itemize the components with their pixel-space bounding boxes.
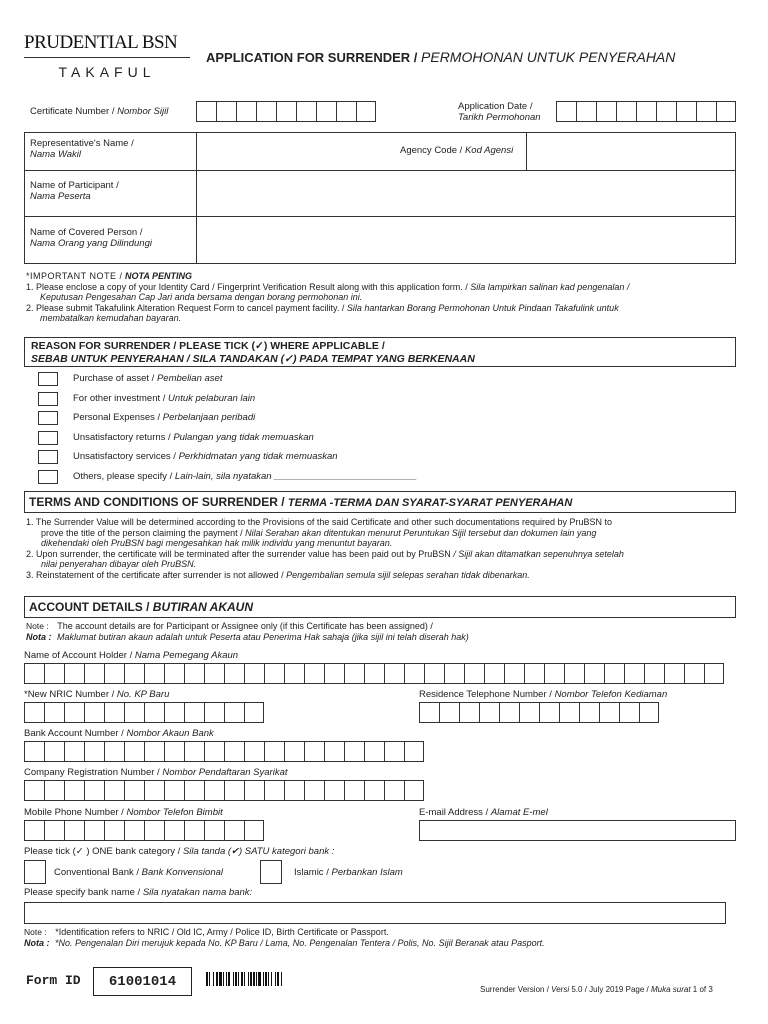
holder-cell[interactable] bbox=[164, 663, 184, 684]
cert-cell[interactable] bbox=[196, 101, 216, 122]
company-cell[interactable] bbox=[144, 780, 164, 801]
holder-cell[interactable] bbox=[384, 663, 404, 684]
nric-cell[interactable] bbox=[164, 702, 184, 723]
holder-cell[interactable] bbox=[504, 663, 524, 684]
cert-cell[interactable] bbox=[296, 101, 316, 122]
tel-cell[interactable] bbox=[599, 702, 619, 723]
footer-note: Note : *Identification refers to NRIC / Old IC, Army / Police ID, Birth Certificate or Passport. Nota : *No. Pengenalan Diri merujuk kepada No. KP Baru / Lama, No. Pengenalan Tentera / Polis, No. Sijil Beranak atau Pasport. bbox=[24, 927, 545, 948]
reason-checkbox[interactable] bbox=[38, 431, 58, 445]
holder-cell[interactable] bbox=[64, 663, 84, 684]
company-cell[interactable] bbox=[344, 780, 364, 801]
bank-cell[interactable] bbox=[324, 741, 344, 762]
nric-cell[interactable] bbox=[124, 702, 144, 723]
reason-checkbox[interactable] bbox=[38, 372, 58, 386]
form-id-label: Form ID bbox=[26, 973, 81, 988]
rep-name-field[interactable] bbox=[197, 133, 397, 170]
tel-cell[interactable] bbox=[499, 702, 519, 723]
nric-cell[interactable] bbox=[44, 702, 64, 723]
reason-label: Others, please specify / Lain-lain, sila nyatakan ___________________________ bbox=[73, 470, 417, 482]
cert-cell[interactable] bbox=[356, 101, 376, 122]
email-label: E-mail Address / Alamat E-mel bbox=[419, 807, 548, 818]
holder-cell[interactable] bbox=[344, 663, 364, 684]
date-cell[interactable] bbox=[676, 101, 696, 122]
mobile-cell[interactable] bbox=[184, 820, 204, 841]
reason-checkbox[interactable] bbox=[38, 470, 58, 484]
nric-cell[interactable] bbox=[64, 702, 84, 723]
cert-cell[interactable] bbox=[336, 101, 356, 122]
bank-cell[interactable] bbox=[144, 741, 164, 762]
bank-cell[interactable] bbox=[264, 741, 284, 762]
nric-cell[interactable] bbox=[84, 702, 104, 723]
nric-label: *New NRIC Number / No. KP Baru bbox=[24, 689, 170, 700]
bank-cell[interactable] bbox=[304, 741, 324, 762]
holder-name-boxes[interactable] bbox=[24, 663, 724, 684]
mobile-cell[interactable] bbox=[84, 820, 104, 841]
brand-logo bbox=[24, 32, 190, 80]
reason-header: REASON FOR SURRENDER / PLEASE TICK (✓) WHERE APPLICABLE / SEBAB UNTUK PENYERAHAN / SILA TANDAKAN (✓) PADA TEMPAT YANG BERKENAAN bbox=[24, 337, 736, 367]
date-cell[interactable] bbox=[556, 101, 576, 122]
agency-code-label: Agency Code / Kod Agensi bbox=[400, 145, 514, 156]
holder-label: Name of Account Holder / Nama Pemegang Akaun bbox=[24, 650, 239, 661]
holder-cell[interactable] bbox=[484, 663, 504, 684]
bank-name-field[interactable] bbox=[24, 902, 726, 924]
bank-cell[interactable] bbox=[44, 741, 64, 762]
form-id-box bbox=[93, 967, 192, 996]
cert-cell[interactable] bbox=[316, 101, 336, 122]
reason-label: Purchase of asset / Pembelian aset bbox=[73, 373, 223, 384]
holder-cell[interactable] bbox=[224, 663, 244, 684]
date-cell[interactable] bbox=[656, 101, 676, 122]
holder-cell[interactable] bbox=[404, 663, 424, 684]
company-cell[interactable] bbox=[204, 780, 224, 801]
holder-cell[interactable] bbox=[664, 663, 684, 684]
company-cell[interactable] bbox=[44, 780, 64, 801]
bank-name-label: Please specify bank name / Sila nyatakan nama bank: bbox=[24, 887, 253, 898]
agency-code-field[interactable] bbox=[527, 133, 735, 170]
tel-cell[interactable] bbox=[519, 702, 539, 723]
tel-cell[interactable] bbox=[539, 702, 559, 723]
appdate-label: Application Date / Tarikh Permohonan bbox=[458, 101, 541, 123]
bank-cell[interactable] bbox=[344, 741, 364, 762]
company-boxes[interactable] bbox=[24, 780, 424, 801]
account-note: Note : The account details are for Participant or Assignee only (if this Certificate has been assigned) / Nota : Maklumat butiran akaun adalah untuk Peserta atau Penerima Hak sahaja (jika sijil ini telah diserah hak) bbox=[26, 621, 469, 642]
company-cell[interactable] bbox=[364, 780, 384, 801]
holder-cell[interactable] bbox=[264, 663, 284, 684]
bank-cell[interactable] bbox=[364, 741, 384, 762]
bank-cell[interactable] bbox=[104, 741, 124, 762]
bank-cell[interactable] bbox=[24, 741, 44, 762]
mobile-cell[interactable] bbox=[244, 820, 264, 841]
company-cell[interactable] bbox=[124, 780, 144, 801]
covered-field[interactable] bbox=[197, 217, 735, 263]
bank-cell[interactable] bbox=[84, 741, 104, 762]
company-cell[interactable] bbox=[404, 780, 424, 801]
reason-label: Unsatisfactory returns / Pulangan yang tidak memuaskan bbox=[73, 431, 314, 443]
nric-cell[interactable] bbox=[244, 702, 264, 723]
date-cell[interactable] bbox=[716, 101, 736, 122]
holder-cell[interactable] bbox=[364, 663, 384, 684]
holder-cell[interactable] bbox=[44, 663, 64, 684]
cert-number-boxes[interactable] bbox=[196, 101, 376, 122]
mobile-boxes[interactable] bbox=[24, 820, 264, 841]
nric-cell[interactable] bbox=[224, 702, 244, 723]
reason-label: Unsatisfactory services / Perkhidmatan yang tidak memuaskan bbox=[73, 451, 338, 462]
nric-cell[interactable] bbox=[204, 702, 224, 723]
app-date-boxes[interactable] bbox=[556, 101, 736, 122]
important-note: *IMPORTANT NOTE / NOTA PENTING 1. Please enclose a copy of your Identity Card / Fingerprint Verification Result along with this application form. / Sila lampirkan salinan kad pengenalan / Keputusan Pengesahan Cap Jari anda bersama dengan borang permohonan ini. 2. Please submit Takafulink Alteration Request Form to cancel payment facility. / Sila hantarkan Borang Permohonan Untuk Pindaan Takafulink untuk membatalkan kemudahan bayaran. bbox=[26, 271, 630, 323]
email-field[interactable] bbox=[419, 820, 736, 841]
holder-cell[interactable] bbox=[704, 663, 724, 684]
participant-field[interactable] bbox=[197, 171, 735, 216]
holder-cell[interactable] bbox=[104, 663, 124, 684]
holder-cell[interactable] bbox=[304, 663, 324, 684]
holder-cell[interactable] bbox=[144, 663, 164, 684]
mobile-cell[interactable] bbox=[44, 820, 64, 841]
mobile-cell[interactable] bbox=[204, 820, 224, 841]
mobile-cell[interactable] bbox=[124, 820, 144, 841]
cert-label: Certificate Number / Nombor Sijil bbox=[30, 106, 169, 117]
company-cell[interactable] bbox=[264, 780, 284, 801]
participant-label: Name of Participant / Nama Peserta bbox=[30, 180, 119, 202]
mobile-cell[interactable] bbox=[144, 820, 164, 841]
holder-cell[interactable] bbox=[684, 663, 704, 684]
holder-cell[interactable] bbox=[524, 663, 544, 684]
reason-checkbox[interactable] bbox=[38, 392, 58, 406]
company-cell[interactable] bbox=[184, 780, 204, 801]
terms-text: 1. The Surrender Value will be determined according to the Provisions of the said Certificate and other such documentations required by PruBSN to prove the title of the person claiming the payment / Nilai Serahan akan ditentukan menurut Peruntukan Sijil tersebut dan dokumen lain yang dikehendaki oleh PruBSN bagi mengesahkan hak milik individu yang menuntut bayaran. 2. Upon surrender, the certificate will be terminated after the surrender value has been paid out by PruBSN / Sijil akan ditamatkan sepenuhnya setelah nilai penyerahan dibayar oleh PruBSN. 3. Reinstatement of the certificate after surrender is not allowed / Pengembalian semula sijil selepas serahan tidak dibenarkan. bbox=[26, 517, 624, 580]
date-cell[interactable] bbox=[596, 101, 616, 122]
holder-cell[interactable] bbox=[564, 663, 584, 684]
bank-cell[interactable] bbox=[224, 741, 244, 762]
islamic-label: Islamic / Perbankan Islam bbox=[294, 867, 403, 878]
bank-cell[interactable] bbox=[164, 741, 184, 762]
tel-cell[interactable] bbox=[419, 702, 439, 723]
tel-cell[interactable] bbox=[559, 702, 579, 723]
tel-cell[interactable] bbox=[459, 702, 479, 723]
tel-cell[interactable] bbox=[439, 702, 459, 723]
reason-checkbox[interactable] bbox=[38, 450, 58, 464]
bank-account-boxes[interactable] bbox=[24, 741, 424, 762]
company-cell[interactable] bbox=[384, 780, 404, 801]
mobile-cell[interactable] bbox=[64, 820, 84, 841]
holder-cell[interactable] bbox=[324, 663, 344, 684]
bank-cell[interactable] bbox=[204, 741, 224, 762]
bank-cell[interactable] bbox=[244, 741, 264, 762]
holder-cell[interactable] bbox=[444, 663, 464, 684]
tel-cell[interactable] bbox=[579, 702, 599, 723]
tel-cell[interactable] bbox=[479, 702, 499, 723]
reason-checkbox[interactable] bbox=[38, 411, 58, 425]
holder-cell[interactable] bbox=[604, 663, 624, 684]
barcode bbox=[206, 972, 324, 986]
company-cell[interactable] bbox=[104, 780, 124, 801]
company-cell[interactable] bbox=[24, 780, 44, 801]
company-cell[interactable] bbox=[324, 780, 344, 801]
company-label: Company Registration Number / Nombor Pendaftaran Syarikat bbox=[24, 767, 288, 778]
company-cell[interactable] bbox=[244, 780, 264, 801]
brand-name: PRUDENTIAL BSN bbox=[24, 32, 178, 53]
date-cell[interactable] bbox=[696, 101, 716, 122]
mobile-cell[interactable] bbox=[224, 820, 244, 841]
bankacc-label: Bank Account Number / Nombor Akaun Bank bbox=[24, 728, 214, 739]
holder-cell[interactable] bbox=[244, 663, 264, 684]
bank-cell[interactable] bbox=[124, 741, 144, 762]
holder-cell[interactable] bbox=[644, 663, 664, 684]
tel-boxes[interactable] bbox=[419, 702, 659, 723]
nric-cell[interactable] bbox=[144, 702, 164, 723]
holder-cell[interactable] bbox=[624, 663, 644, 684]
account-header: ACCOUNT DETAILS / BUTIRAN AKAUN bbox=[24, 596, 736, 618]
covered-label: Name of Covered Person / Nama Orang yang Dilindungi bbox=[30, 227, 152, 249]
terms-header: TERMS AND CONDITIONS OF SURRENDER / TERMA -TERMA DAN SYARAT-SYARAT PENYERAHAN bbox=[24, 491, 736, 513]
holder-cell[interactable] bbox=[84, 663, 104, 684]
date-cell[interactable] bbox=[576, 101, 596, 122]
nric-boxes[interactable] bbox=[24, 702, 264, 723]
company-cell[interactable] bbox=[224, 780, 244, 801]
nric-cell[interactable] bbox=[104, 702, 124, 723]
tel-label: Residence Telephone Number / Nombor Telefon Kediaman bbox=[419, 689, 668, 700]
holder-cell[interactable] bbox=[584, 663, 604, 684]
cert-cell[interactable] bbox=[236, 101, 256, 122]
mobile-cell[interactable] bbox=[164, 820, 184, 841]
bank-cell[interactable] bbox=[184, 741, 204, 762]
holder-cell[interactable] bbox=[124, 663, 144, 684]
tel-cell[interactable] bbox=[639, 702, 659, 723]
holder-cell[interactable] bbox=[544, 663, 564, 684]
company-cell[interactable] bbox=[304, 780, 324, 801]
cert-cell[interactable] bbox=[276, 101, 296, 122]
company-cell[interactable] bbox=[84, 780, 104, 801]
date-cell[interactable] bbox=[636, 101, 656, 122]
company-cell[interactable] bbox=[64, 780, 84, 801]
conventional-checkbox[interactable] bbox=[24, 860, 46, 884]
cert-cell[interactable] bbox=[256, 101, 276, 122]
bank-cell[interactable] bbox=[384, 741, 404, 762]
mobile-label: Mobile Phone Number / Nombor Telefon Bimbit bbox=[24, 807, 223, 818]
version-text: Surrender Version / Versi 5.0 / July 2019 Page / Muka surat 1 of 3 bbox=[480, 985, 713, 994]
bank-cell[interactable] bbox=[404, 741, 424, 762]
rep-name-label: Representative's Name / Nama Wakil bbox=[30, 138, 134, 160]
page-title: APPLICATION FOR SURRENDER / PERMOHONAN UNTUK PENYERAHAN bbox=[206, 49, 676, 65]
nric-cell[interactable] bbox=[24, 702, 44, 723]
bank-cell[interactable] bbox=[64, 741, 84, 762]
bank-cell[interactable] bbox=[284, 741, 304, 762]
bank-category-label: Please tick (✓ ) ONE bank category / Sila tanda (✔) SATU kategori bank : bbox=[24, 846, 335, 857]
form-id: 61001014 bbox=[108, 974, 177, 990]
company-cell[interactable] bbox=[284, 780, 304, 801]
cert-cell[interactable] bbox=[216, 101, 236, 122]
mobile-cell[interactable] bbox=[24, 820, 44, 841]
mobile-cell[interactable] bbox=[104, 820, 124, 841]
date-cell[interactable] bbox=[616, 101, 636, 122]
islamic-checkbox[interactable] bbox=[260, 860, 282, 884]
tel-cell[interactable] bbox=[619, 702, 639, 723]
brand-sub: TAKAFUL bbox=[58, 64, 156, 80]
reason-label: Personal Expenses / Perbelanjaan peribadi bbox=[73, 412, 256, 423]
holder-cell[interactable] bbox=[284, 663, 304, 684]
holder-cell[interactable] bbox=[184, 663, 204, 684]
nric-cell[interactable] bbox=[184, 702, 204, 723]
holder-cell[interactable] bbox=[424, 663, 444, 684]
holder-cell[interactable] bbox=[204, 663, 224, 684]
conventional-label: Conventional Bank / Bank Konvensional bbox=[54, 867, 224, 878]
participant-table bbox=[24, 132, 736, 264]
company-cell[interactable] bbox=[164, 780, 184, 801]
reason-label: For other investment / Untuk pelaburan lain bbox=[73, 392, 256, 404]
holder-cell[interactable] bbox=[24, 663, 44, 684]
holder-cell[interactable] bbox=[464, 663, 484, 684]
